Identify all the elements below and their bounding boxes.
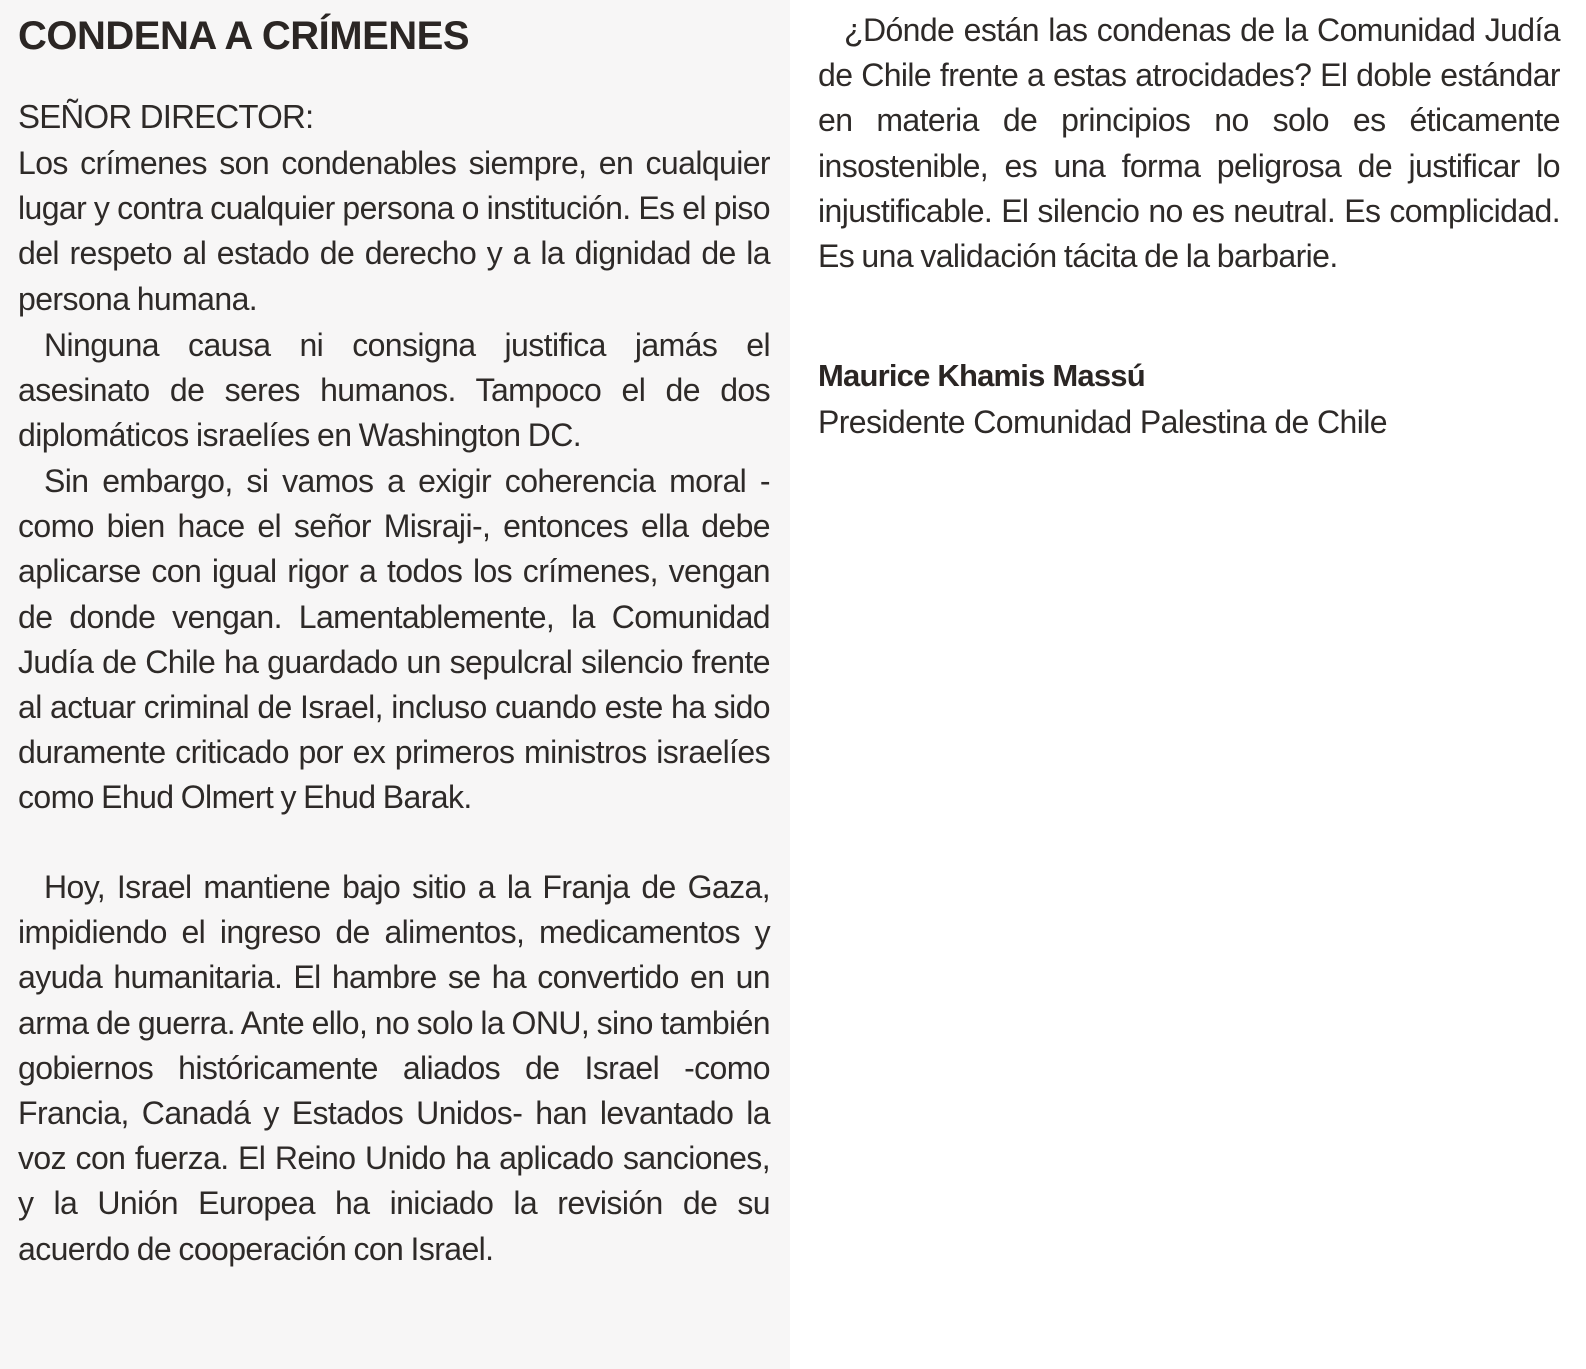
paragraph-1: Los crímenes son condenables siempre, en cualquier lugar y contra cualquier persona o institución. Es el piso del respeto al estado de derecho y a la dignidad de la persona humana. [18, 145, 770, 317]
paragraph-3: Sin embargo, si vamos a exigir coherencia moral -como bien hace el señor Misraji-, entonces ella debe aplicarse con igual rigor a todos los crímenes, vengan de donde vengan. Lamentablemente, la Comunidad Judía de Chile ha guardado un sepulcral silencio frente al actuar criminal de Israel, incluso cuando este ha sido duramente criticado por ex primeros ministros israelíes como Ehud Olmert y Ehud Barak. [18, 463, 770, 816]
paragraph-2: Ninguna causa ni consigna justifica jamás el asesinato de seres humanos. Tampoco el de dos diplomáticos israelíes en Washington DC. [18, 327, 770, 454]
author-role: Presidente Comunidad Palestina de Chile [818, 404, 1387, 440]
letter-title: CONDENA A CRÍMENES [18, 14, 470, 58]
author-name: Maurice Khamis Massú [818, 358, 1145, 393]
paragraph-4: Hoy, Israel mantiene bajo sitio a la Franja de Gaza, impidiendo el ingreso de alimentos, medicamentos y ayuda humanitaria. El hambre se ha convertido en un arma de guerra. Ante ello, no solo la ONU, sino también gobiernos históricamente aliados de Israel -como Francia, Canadá y Estados Unidos- han levantado la voz con fuerza. El Reino Unido ha aplicado sanciones, y la Unión Europea ha iniciado la revisión de su acuerdo de cooperación con Israel. [18, 869, 770, 1267]
salutation: SEÑOR DIRECTOR: [18, 98, 314, 135]
paragraph-5: ¿Dónde están las condenas de la Comunidad Judía de Chile frente a estas atrocidades? El doble estándar en materia de principios no solo es éticamente insostenible, es una forma peligrosa de justificar lo injustificable. El silencio no es neutral. Es complicidad. Es una validación tácita de la barbarie. [818, 12, 1560, 275]
left-column [18, 0, 770, 1369]
